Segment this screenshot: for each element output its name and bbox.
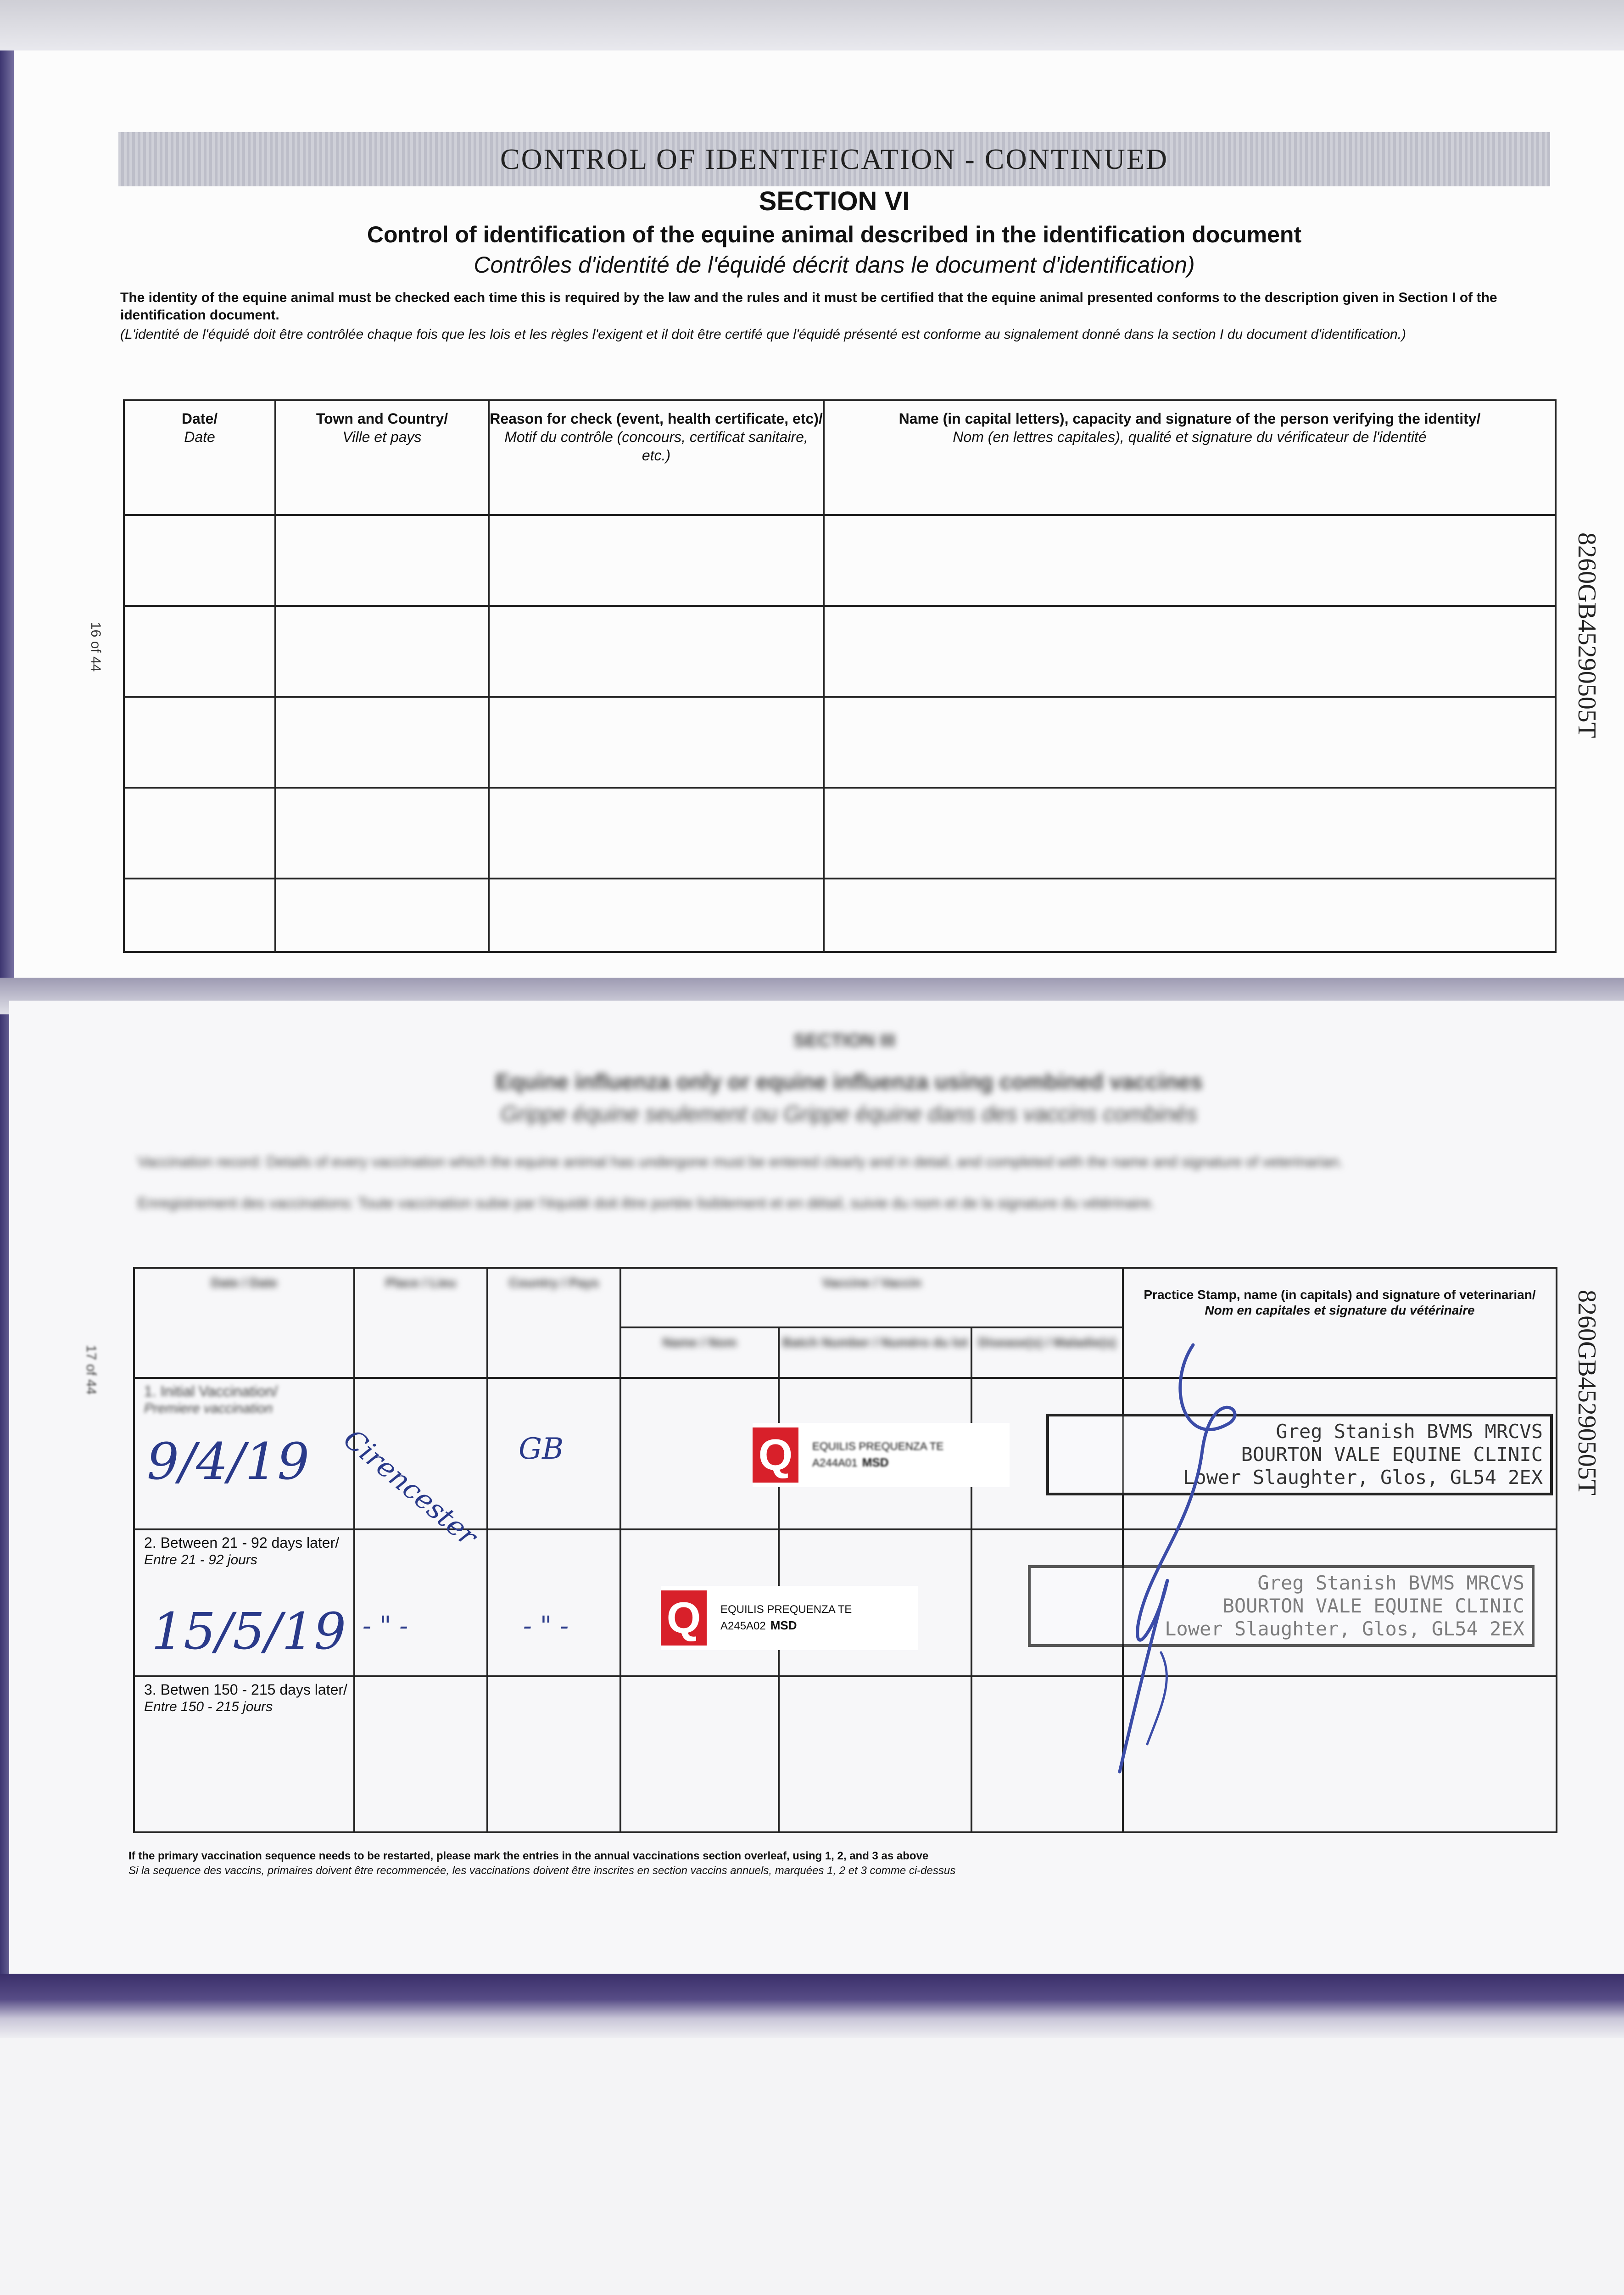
footnote-english: If the primary vaccination sequence needs to be restarted, please mark the entries in the annual vaccinations section overleaf, using 1, 2, and 3 as above — [128, 1850, 929, 1862]
section-title-blurred: SECTION III — [793, 1030, 896, 1051]
row2-label-en: 2. Between 21 - 92 days later/ — [144, 1534, 340, 1551]
msd-logo: MSD — [862, 1455, 889, 1469]
table-row — [124, 879, 1556, 952]
header-town-fr: Ville et pays — [342, 429, 422, 445]
identification-checks-table — [123, 399, 1557, 953]
table-header-row — [124, 400, 1556, 515]
scan-edge-top — [0, 0, 1624, 50]
stamp-vet-name: Greg Stanish BVMS MRCVS — [1257, 1572, 1524, 1594]
vaccine-logo-icon: Q — [753, 1427, 798, 1483]
table-row — [124, 788, 1556, 879]
table-header-row — [134, 1268, 1557, 1327]
instructions-french: (L'identité de l'équidé doit être contrôlée chaque fois que les lois et les règles l'exigent et il doit être certifé que l'équidé présenté est conforme au signalement donné dans la section I du document d'identification.) — [120, 327, 1406, 342]
msd-logo: MSD — [770, 1618, 797, 1632]
row2-label-fr: Entre 21 - 92 jours — [144, 1552, 257, 1567]
header-date-en: Date/ — [181, 410, 218, 427]
row1-place-handwritten: Cirencester — [337, 1423, 483, 1553]
header-date-fr: Date — [184, 429, 215, 445]
row1-date-handwritten: 9/4/19 — [147, 1432, 310, 1491]
row2-date-handwritten: 15/5/19 — [151, 1602, 346, 1661]
instructions-english: The identity of the equine animal must be checked each time this is required by the law and the rules and it must be certified that the equine animal presented conforms to the description given in Section I of the identification document. — [120, 290, 1497, 323]
header-disease: Disease(s) / Maladie(s) — [971, 1327, 1123, 1378]
row2-vaccine-name: EQUILIS PREQUENZA TE — [720, 1603, 852, 1616]
subtitle-english: Control of identification of the equine animal described in the identification document — [367, 222, 1302, 247]
row1-vaccine-name: EQUILIS PREQUENZA TE — [812, 1440, 944, 1453]
table-row — [124, 606, 1556, 697]
row2-country-handwritten: - " - — [523, 1611, 569, 1641]
stamp-clinic: BOURTON VALE EQUINE CLINIC — [1241, 1443, 1543, 1466]
passport-number-bottom: 8260GB45290505T — [1573, 1290, 1601, 1495]
table-row — [134, 1676, 1557, 1832]
header-reason — [489, 400, 824, 515]
section-title: SECTION VI — [759, 186, 910, 216]
header-place: Place / Lieu — [354, 1268, 487, 1378]
row1-batch: A244A01 — [812, 1457, 858, 1469]
vaccine-sticker-row2 — [661, 1586, 918, 1650]
table-row — [124, 515, 1556, 606]
title-blurred-fr: Grippe équine seulement ou Grippe équine dans des vaccins combinés — [500, 1102, 1198, 1126]
row2-place-handwritten: - " - — [363, 1611, 408, 1641]
header-reason-fr: Motif du contrôle (concours, certificat sanitaire, etc.) — [504, 429, 808, 464]
subtitle-french: Contrôles d'identité de l'équidé décrit dans le document d'identification) — [474, 252, 1195, 278]
header-vet-en: Practice Stamp, name (in capitals) and signature of veterinarian/ — [1144, 1287, 1536, 1302]
header-country: Country / Pays — [487, 1268, 620, 1378]
title-blurred-en: Equine influenza only or equine influenza using combined vaccines — [495, 1070, 1203, 1094]
header-name-en: Name (in capital letters), capacity and signature of the person verifying the identity/ — [899, 410, 1481, 427]
header-vaccine: Vaccine / Vaccin — [620, 1268, 1123, 1327]
vet-signature — [1092, 1331, 1276, 1790]
footnote-french: Si la sequence des vaccins, primaires doivent être recommencée, les vaccinations doivent être inscrites en section vaccins annuels, marquées 1, 2 et 3 comme ci-dessus — [128, 1864, 956, 1877]
header-name-fr: Nom (en lettres capitales), qualité et signature du vérificateur de l'identité — [953, 429, 1427, 445]
stamp-address: Lower Slaughter, Glos, GL54 2EX — [1165, 1618, 1524, 1640]
header-town — [275, 400, 489, 515]
header-reason-en: Reason for check (event, health certificate, etc)/ — [490, 410, 823, 427]
instructions-blurred-fr: Enregistrement des vaccinations: Toute vaccination subie par l'équidé doit être portée lisiblement et en détail, suivie du nom et de la signature du vétérinaire. — [138, 1195, 1155, 1211]
vaccine-sticker-row1 — [753, 1423, 1010, 1487]
stamp-address: Lower Slaughter, Glos, GL54 2EX — [1183, 1466, 1543, 1489]
row1-label-en: 1. Initial Vaccination/ — [144, 1383, 278, 1399]
row2-batch: A245A02 — [720, 1620, 766, 1632]
header-name — [824, 400, 1556, 515]
row3-label-en: 3. Betwen 150 - 215 days later/ — [144, 1681, 347, 1698]
banner-title: CONTROL OF IDENTIFICATION - CONTINUED — [500, 143, 1169, 175]
instructions-blurred-en: Vaccination record: Details of every vaccination which the equine animal has undergone must be entered clearly and in detail, and completed with the name and signature of veterinarian. — [138, 1153, 1343, 1170]
header-vaccine-name: Name / Nom — [620, 1327, 779, 1378]
header-date: Date / Date — [134, 1268, 354, 1378]
stamp-clinic: BOURTON VALE EQUINE CLINIC — [1222, 1595, 1524, 1617]
row1-label-fr: Premiere vaccination — [144, 1401, 273, 1416]
header-town-en: Town and Country/ — [316, 410, 448, 427]
header-vet-fr: Nom en capitales et signature du vétérinaire — [1205, 1303, 1475, 1317]
table-row — [124, 697, 1556, 788]
section-banner — [118, 132, 1550, 186]
stamp-vet-name: Greg Stanish BVMS MRCVS — [1276, 1420, 1543, 1443]
page-number-16: 16 of 44 — [88, 622, 103, 672]
page-number-17: 17 of 44 — [84, 1345, 99, 1395]
passport-number-top: 8260GB45290505T — [1573, 532, 1601, 738]
row1-country-handwritten: GB — [519, 1432, 564, 1466]
row3-label-fr: Entre 150 - 215 jours — [144, 1699, 273, 1714]
header-batch: Batch Number / Numéro du lot — [779, 1327, 971, 1378]
header-date — [124, 400, 275, 515]
vaccine-logo-icon: Q — [661, 1590, 707, 1646]
vaccination-table — [133, 1267, 1557, 1833]
passport-cover-bottom — [0, 1974, 1624, 2038]
